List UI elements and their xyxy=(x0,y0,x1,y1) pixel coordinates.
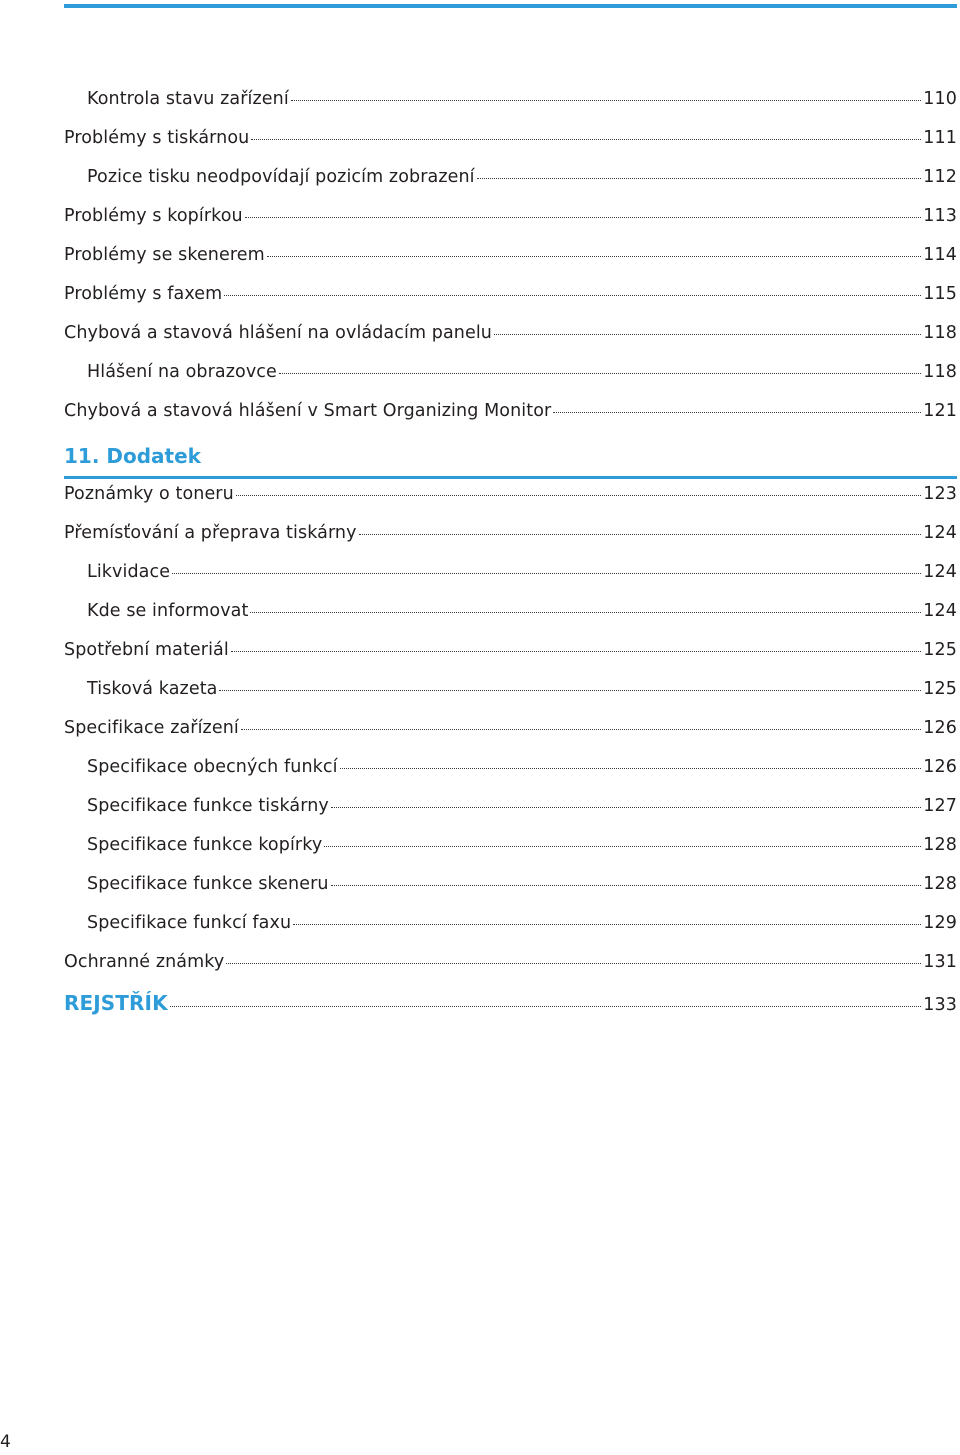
toc-entry-title: Problémy s tiskárnou xyxy=(64,128,250,148)
toc-entry[interactable] xyxy=(64,952,957,991)
toc-entry-page: 131 xyxy=(923,952,957,972)
toc-group-chapter-11 xyxy=(64,484,957,991)
toc-leader-dots xyxy=(245,217,922,218)
toc-leader-dots xyxy=(340,768,922,769)
toc-entry-title: Specifikace funkce skeneru xyxy=(87,874,329,894)
toc-entry-page: 115 xyxy=(923,284,957,304)
toc-entry-page: 125 xyxy=(923,679,957,699)
toc-leader-dots xyxy=(241,729,921,730)
toc-entry-title: Problémy s faxem xyxy=(64,284,223,304)
toc-entry[interactable] xyxy=(64,835,957,874)
toc-leader-dots xyxy=(293,924,921,925)
toc-entry-page: 129 xyxy=(923,913,957,933)
toc-entry-page: 114 xyxy=(923,245,957,265)
toc-leader-dots xyxy=(324,846,921,847)
toc-entry-page: 126 xyxy=(923,718,957,738)
toc-leader-dots xyxy=(170,1006,922,1007)
toc-entry-page: 113 xyxy=(923,206,957,226)
toc-entry-page: 126 xyxy=(923,757,957,777)
toc-entry-title: Poznámky o toneru xyxy=(64,484,234,504)
toc-entry-page: 118 xyxy=(923,362,957,382)
toc-leader-dots xyxy=(477,178,922,179)
toc-entry-page: 133 xyxy=(923,995,957,1015)
toc-leader-dots xyxy=(219,690,921,691)
toc-entry-title: Specifikace zařízení xyxy=(64,718,239,738)
toc-entry[interactable] xyxy=(64,128,957,167)
toc-entry[interactable] xyxy=(64,562,957,601)
toc-entry-page: 127 xyxy=(923,796,957,816)
toc-entry-page: 112 xyxy=(923,167,957,187)
toc-entry[interactable] xyxy=(64,718,957,757)
toc-leader-dots xyxy=(553,412,921,413)
toc-entry-page: 124 xyxy=(923,562,957,582)
toc-entry-title: Problémy se skenerem xyxy=(64,245,265,265)
toc-leader-dots xyxy=(172,573,921,574)
toc-entry-page: 118 xyxy=(923,323,957,343)
chapter-heading-row xyxy=(64,440,957,484)
toc-entry-title: Problémy s kopírkou xyxy=(64,206,243,226)
toc-entry-title: Přemísťování a přeprava tiskárny xyxy=(64,523,357,543)
toc-entry-page: 110 xyxy=(923,89,957,109)
toc-leader-dots xyxy=(291,100,921,101)
chapter-rule xyxy=(64,476,957,479)
toc-entry[interactable] xyxy=(64,796,957,835)
toc-entry-title: Ochranné známky xyxy=(64,952,225,972)
toc-leader-dots xyxy=(226,963,921,964)
toc-entry-page: 121 xyxy=(923,401,957,421)
toc-entry-title: Specifikace funkcí faxu xyxy=(87,913,292,933)
toc-entry-title: Tisková kazeta xyxy=(87,679,218,699)
toc-entry[interactable] xyxy=(64,523,957,562)
toc-entry-page: 128 xyxy=(923,874,957,894)
toc-entry-title: Hlášení na obrazovce xyxy=(87,362,277,382)
top-rule xyxy=(64,4,957,8)
toc-entry-page: 111 xyxy=(923,128,957,148)
toc-entry-title: REJSTŘÍK xyxy=(64,991,168,1015)
toc-entry-title: Specifikace obecných funkcí xyxy=(87,757,338,777)
toc-entry-title: Specifikace funkce tiskárny xyxy=(87,796,329,816)
toc-entry[interactable] xyxy=(64,640,957,679)
toc-entry-title: Chybová a stavová hlášení v Smart Organizing Monitor xyxy=(64,401,552,421)
toc-leader-dots xyxy=(250,612,921,613)
toc-entry[interactable] xyxy=(64,167,957,206)
toc-entry-title: Kontrola stavu zařízení xyxy=(87,89,289,109)
toc-entry-page: 124 xyxy=(923,601,957,621)
toc-leader-dots xyxy=(251,139,921,140)
toc-entry-title: Likvidace xyxy=(87,562,171,582)
toc-entry-page: 124 xyxy=(923,523,957,543)
toc-leader-dots xyxy=(279,373,921,374)
chapter-heading[interactable]: 11. Dodatek xyxy=(64,444,201,468)
toc-leader-dots xyxy=(267,256,922,257)
toc-entry[interactable] xyxy=(64,874,957,913)
toc-leader-dots xyxy=(236,495,922,496)
toc-entry-title: Pozice tisku neodpovídají pozicím zobrazení xyxy=(87,167,475,187)
toc-group-chapter-10 xyxy=(64,89,957,440)
toc-leader-dots xyxy=(331,807,921,808)
toc-entry[interactable] xyxy=(64,679,957,718)
toc-entry-title: Spotřební materiál xyxy=(64,640,229,660)
toc-entry-title: Specifikace funkce kopírky xyxy=(87,835,323,855)
toc-entry[interactable] xyxy=(64,245,957,284)
toc-entry[interactable] xyxy=(64,284,957,323)
toc-leader-dots xyxy=(359,534,922,535)
toc-entry[interactable] xyxy=(64,206,957,245)
toc-leader-dots xyxy=(224,295,921,296)
toc-entry-page: 128 xyxy=(923,835,957,855)
toc-entry[interactable] xyxy=(64,484,957,523)
page-number: 4 xyxy=(0,1432,11,1452)
toc-leader-dots xyxy=(494,334,921,335)
toc-entry[interactable] xyxy=(64,913,957,952)
toc-entry-page: 125 xyxy=(923,640,957,660)
toc-entry[interactable] xyxy=(64,323,957,362)
toc-entry[interactable] xyxy=(64,601,957,640)
toc-entry-title: Chybová a stavová hlášení na ovládacím panelu xyxy=(64,323,492,343)
table-of-contents xyxy=(64,89,957,1030)
toc-entry-title: Kde se informovat xyxy=(87,601,249,621)
toc-leader-dots xyxy=(231,651,921,652)
toc-entry[interactable] xyxy=(64,89,957,128)
toc-leader-dots xyxy=(331,885,922,886)
toc-entry-index[interactable] xyxy=(64,991,957,1030)
toc-entry[interactable] xyxy=(64,757,957,796)
toc-entry[interactable] xyxy=(64,401,957,440)
toc-entry-page: 123 xyxy=(923,484,957,504)
toc-entry[interactable] xyxy=(64,362,957,401)
